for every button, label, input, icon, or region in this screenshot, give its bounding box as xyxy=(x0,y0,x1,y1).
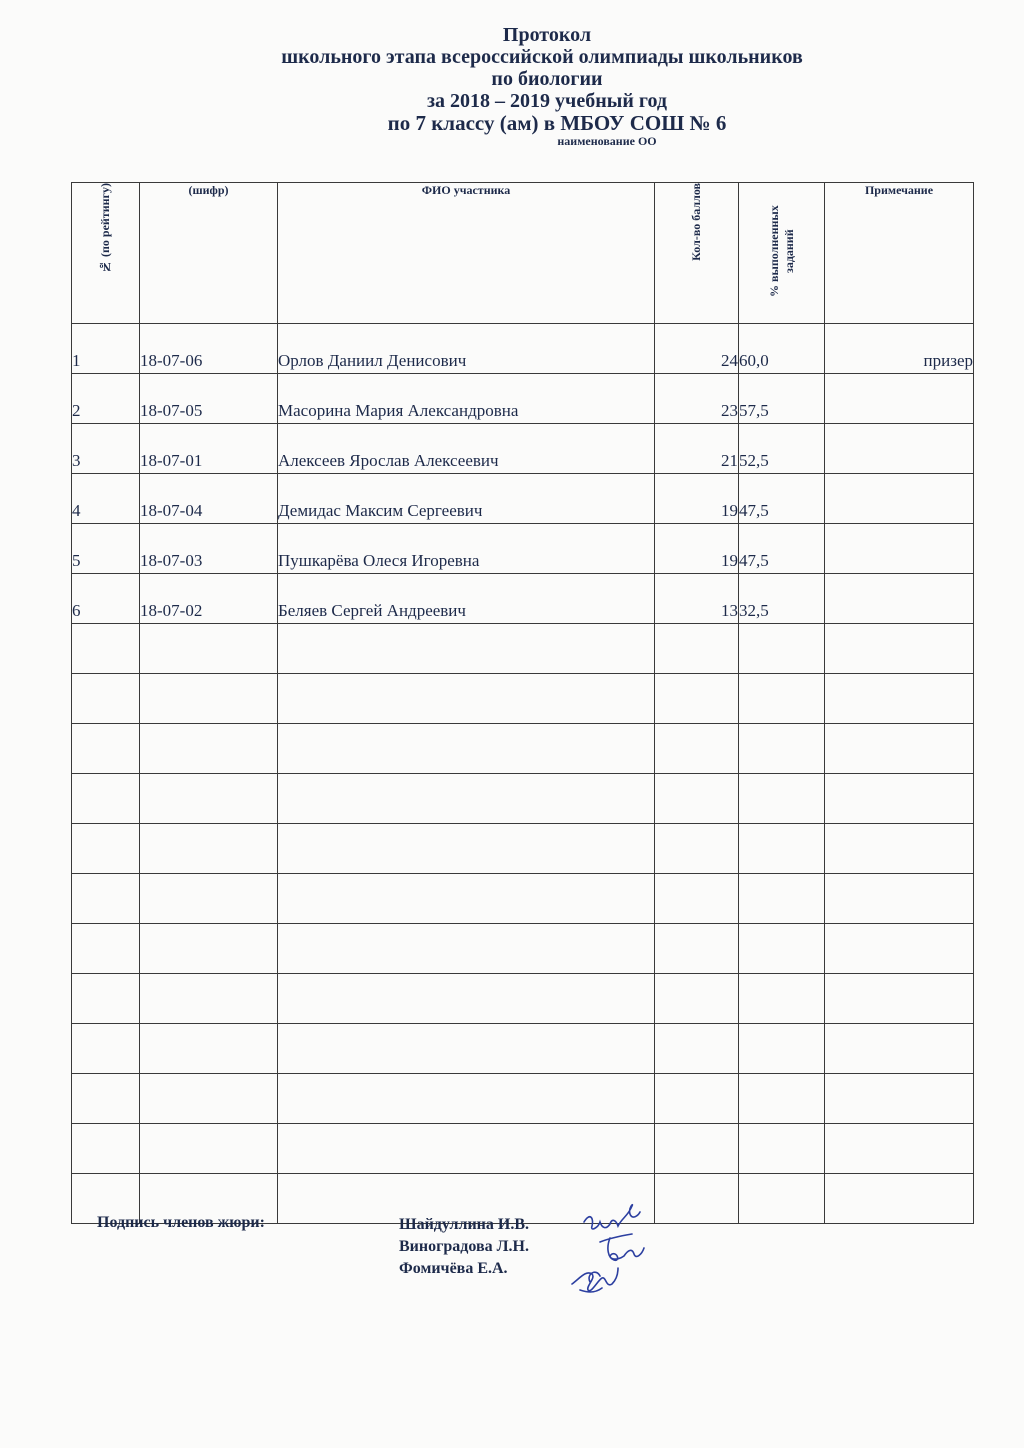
row-code: 18-07-06 xyxy=(140,324,278,374)
row-name: Орлов Даниил Денисович xyxy=(278,324,655,374)
row-percent xyxy=(739,1174,825,1224)
row-code xyxy=(140,874,278,924)
table-body xyxy=(72,324,974,1224)
row-points: 19 xyxy=(655,524,739,574)
row-code: 18-07-01 xyxy=(140,424,278,474)
row-rank xyxy=(72,624,140,674)
row-rank xyxy=(72,1124,140,1174)
row-points xyxy=(655,774,739,824)
row-percent: 60,0 xyxy=(739,324,825,374)
row-points: 21 xyxy=(655,424,739,474)
header-percent: % выполненных заданий xyxy=(739,183,825,324)
table-row xyxy=(72,974,974,1024)
table-row xyxy=(72,1024,974,1074)
table-header-row xyxy=(72,183,974,324)
row-points xyxy=(655,1124,739,1174)
jury-member: Фомичёва Е.А. xyxy=(399,1260,508,1277)
row-note xyxy=(825,924,974,974)
row-note xyxy=(825,1074,974,1124)
row-name xyxy=(278,1074,655,1124)
row-rank xyxy=(72,774,140,824)
table-row xyxy=(72,624,974,674)
header-name: ФИО участника xyxy=(278,183,655,324)
row-points xyxy=(655,824,739,874)
row-name xyxy=(278,874,655,924)
row-name xyxy=(278,974,655,1024)
row-code xyxy=(140,1024,278,1074)
row-note xyxy=(825,524,974,574)
table-row xyxy=(72,924,974,974)
row-code: 18-07-04 xyxy=(140,474,278,524)
row-rank xyxy=(72,924,140,974)
row-points xyxy=(655,1074,739,1124)
row-rank: 2 xyxy=(72,374,140,424)
row-percent: 32,5 xyxy=(739,574,825,624)
row-code: 18-07-03 xyxy=(140,524,278,574)
row-note xyxy=(825,624,974,674)
doc-subtitle: школьного этапа всероссийской олимпиады школьников xyxy=(281,46,803,68)
row-note: призер xyxy=(825,324,974,374)
row-points xyxy=(655,924,739,974)
header-note: Примечание xyxy=(825,183,974,324)
row-name: Масорина Мария Александровна xyxy=(278,374,655,424)
row-rank: 5 xyxy=(72,524,140,574)
doc-subject: по биологии xyxy=(491,68,603,90)
row-percent xyxy=(739,924,825,974)
row-percent xyxy=(739,724,825,774)
row-rank: 4 xyxy=(72,474,140,524)
row-name xyxy=(278,1024,655,1074)
row-points: 13 xyxy=(655,574,739,624)
row-points xyxy=(655,724,739,774)
row-name: Беляев Сергей Андреевич xyxy=(278,574,655,624)
table-row xyxy=(72,524,974,574)
protocol-header xyxy=(0,24,1024,148)
row-note xyxy=(825,1124,974,1174)
row-code xyxy=(140,674,278,724)
row-percent xyxy=(739,1124,825,1174)
row-note xyxy=(825,974,974,1024)
row-note xyxy=(825,674,974,724)
row-code: 18-07-02 xyxy=(140,574,278,624)
header-code: (шифр) xyxy=(140,183,278,324)
row-points xyxy=(655,874,739,924)
row-percent xyxy=(739,674,825,724)
row-code xyxy=(140,974,278,1024)
table-row xyxy=(72,774,974,824)
row-name: Алексеев Ярослав Алексеевич xyxy=(278,424,655,474)
row-rank xyxy=(72,824,140,874)
row-rank: 6 xyxy=(72,574,140,624)
row-rank: 1 xyxy=(72,324,140,374)
row-code: 18-07-05 xyxy=(140,374,278,424)
row-note xyxy=(825,474,974,524)
row-note xyxy=(825,874,974,924)
row-percent xyxy=(739,974,825,1024)
row-rank xyxy=(72,724,140,774)
doc-class-school: по 7 классу (ам) в МБОУ СОШ № 6 xyxy=(387,111,727,135)
row-code xyxy=(140,774,278,824)
handwritten-signatures xyxy=(570,1194,670,1304)
row-name: Демидас Максим Сергеевич xyxy=(278,474,655,524)
table-row xyxy=(72,574,974,624)
row-points: 19 xyxy=(655,474,739,524)
row-points: 23 xyxy=(655,374,739,424)
row-points xyxy=(655,1024,739,1074)
row-note xyxy=(825,824,974,874)
header-rank: № (по рейтингу) xyxy=(72,183,140,324)
row-name xyxy=(278,624,655,674)
row-percent xyxy=(739,774,825,824)
jury-names xyxy=(399,1214,529,1280)
table-row xyxy=(72,674,974,724)
row-name xyxy=(278,774,655,824)
row-points: 24 xyxy=(655,324,739,374)
table-row xyxy=(72,724,974,774)
row-note xyxy=(825,774,974,824)
table-row xyxy=(72,324,974,374)
row-name xyxy=(278,824,655,874)
row-code xyxy=(140,624,278,674)
table-row xyxy=(72,374,974,424)
row-rank xyxy=(72,974,140,1024)
row-note xyxy=(825,374,974,424)
row-note xyxy=(825,724,974,774)
row-points xyxy=(655,674,739,724)
row-note xyxy=(825,1174,974,1224)
row-code xyxy=(140,924,278,974)
table-row xyxy=(72,1124,974,1174)
row-rank xyxy=(72,874,140,924)
jury-member: Шайдуллина И.В. xyxy=(399,1216,529,1233)
row-code xyxy=(140,724,278,774)
table-row xyxy=(72,1074,974,1124)
row-name xyxy=(278,1124,655,1174)
table-row xyxy=(72,824,974,874)
row-points xyxy=(655,974,739,1024)
results-table xyxy=(71,182,974,1224)
row-percent xyxy=(739,1074,825,1124)
row-percent xyxy=(739,824,825,874)
row-name: Пушкарёва Олеся Игоревна xyxy=(278,524,655,574)
header-points: Кол-во баллов xyxy=(655,183,739,324)
row-code xyxy=(140,824,278,874)
row-percent: 57,5 xyxy=(739,374,825,424)
row-note xyxy=(825,1024,974,1074)
row-percent: 47,5 xyxy=(739,524,825,574)
row-name xyxy=(278,924,655,974)
table-row xyxy=(72,424,974,474)
row-note xyxy=(825,574,974,624)
row-code xyxy=(140,1124,278,1174)
row-note xyxy=(825,424,974,474)
doc-year: за 2018 – 2019 учебный год xyxy=(427,90,667,112)
row-percent xyxy=(739,624,825,674)
row-rank: 3 xyxy=(72,424,140,474)
jury-label: Подпись членов жюри: xyxy=(97,1214,265,1231)
row-name xyxy=(278,674,655,724)
table-row xyxy=(72,874,974,924)
row-rank xyxy=(72,1024,140,1074)
row-rank xyxy=(72,1074,140,1124)
doc-title: Протокол xyxy=(502,24,592,46)
row-percent xyxy=(739,1024,825,1074)
row-rank xyxy=(72,674,140,724)
row-points xyxy=(655,624,739,674)
row-name xyxy=(278,724,655,774)
row-code xyxy=(140,1074,278,1124)
row-percent: 52,5 xyxy=(739,424,825,474)
org-caption: наименование ОО xyxy=(557,134,657,148)
table-row xyxy=(72,474,974,524)
row-percent xyxy=(739,874,825,924)
jury-member: Виноградова Л.Н. xyxy=(399,1238,529,1255)
row-percent: 47,5 xyxy=(739,474,825,524)
